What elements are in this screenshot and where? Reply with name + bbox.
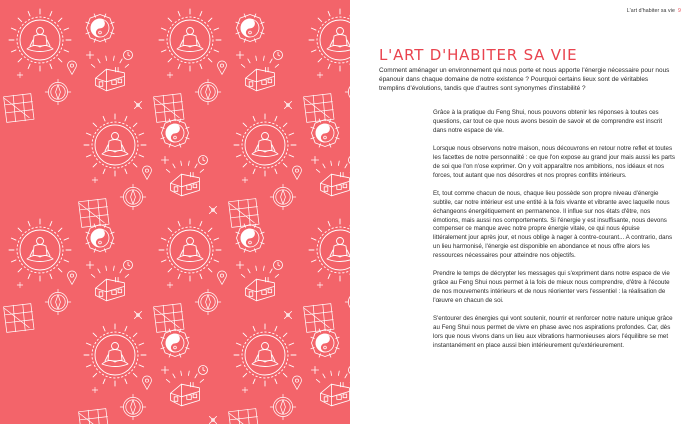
- city-map-icon: [304, 304, 334, 333]
- pin-icon: [293, 166, 302, 179]
- meditating-figure-icon: [159, 219, 221, 281]
- compass-icon: [45, 289, 71, 315]
- compass-icon: [270, 184, 296, 210]
- compass-icon: [120, 184, 146, 210]
- house-icon: [91, 266, 128, 301]
- city-map-icon: [79, 199, 109, 228]
- pin-icon: [218, 61, 227, 74]
- sparkle-icon: [311, 366, 318, 373]
- running-head: [627, 8, 681, 14]
- body-paragraph: Grâce à la pratique du Feng Shui, nous pouvons obtenir les réponses à toutes ces questions, car tout ce que nous avons besoin de savoir et de comprendre est inscrit dans notre espace de vie.: [433, 109, 663, 134]
- clock-icon: [274, 261, 283, 270]
- house-icon: [316, 371, 350, 406]
- city-map-icon: [154, 304, 184, 333]
- meditating-figure-icon: [159, 9, 221, 71]
- sparkle-icon: [167, 72, 173, 78]
- cross-icon: [134, 311, 141, 318]
- city-map-icon: [79, 409, 109, 424]
- city-map-icon: [304, 94, 334, 123]
- clock-icon: [199, 156, 208, 165]
- compass-icon: [45, 79, 71, 105]
- compass-icon: [120, 394, 146, 420]
- yin-yang-icon: [161, 329, 189, 357]
- compass-icon: [195, 289, 221, 315]
- yin-yang-icon: [311, 329, 339, 357]
- city-map-icon: [154, 94, 184, 123]
- clock-icon: [124, 51, 133, 60]
- chapter-title: L'ART D'HABITER SA VIE: [379, 46, 578, 65]
- compass-icon: [195, 79, 221, 105]
- city-map-icon: [4, 94, 34, 123]
- pin-icon: [68, 61, 77, 74]
- house-icon: [166, 161, 203, 196]
- sparkle-icon: [161, 366, 168, 373]
- meditating-figure-icon: [309, 9, 350, 71]
- yin-yang-icon: [311, 119, 339, 147]
- sparkle-icon: [161, 156, 168, 163]
- clock-icon: [124, 261, 133, 270]
- running-head-title: L'art d'habiter sa vie: [626, 8, 675, 14]
- cross-icon: [209, 206, 216, 213]
- city-map-icon: [4, 304, 34, 333]
- house-icon: [91, 56, 128, 91]
- house-icon: [241, 56, 278, 91]
- body-paragraph: Et, tout comme chacun de nous, chaque lieu possède son propre niveau d'énergie subtile, car notre intérieur est une entité à la fois vivante et vibrante avec laquelle nous échangeons énergétiquement en permanence. Il influe sur nos états d'être, nos émotions, mais aussi nos comportements. Si l'énergie y est insuffisante, nous devons compenser ce manque avec notre propre énergie vitale, ce qui nous épuise littéralement jour après jour, et nous oblige à nager à contre-courant... A contrario, dans un lieu harmonisé, l'énergie est disponible en abondance et nous offre alors les ressources nécessaires pour atteindre nos objectifs.: [433, 189, 673, 260]
- pin-icon: [143, 166, 152, 179]
- sparkle-icon: [236, 51, 243, 58]
- compass-icon: [270, 394, 296, 420]
- clock-icon: [199, 366, 208, 375]
- city-map-icon: [229, 199, 259, 228]
- sparkle-icon: [17, 282, 23, 288]
- sparkle-icon: [311, 156, 318, 163]
- sparkle-icon: [92, 387, 98, 393]
- intro-paragraph: Comment aménager un environnement qui nous porte et nous apporte l'énergie nécessaire pour nous épanouir dans chaque domaine de notre existence ? Pourquoi certains lieux sont de véritables tremplins d'évolutions, tandis que d'autres sont synonymes d'instabilité ?: [379, 67, 670, 93]
- house-icon: [166, 371, 203, 406]
- body-paragraph: Prendre le temps de décrypter les messages qui s'expriment dans notre espace de vie grâce au Feng Shui nous permet à la fois de mieux nous comprendre, d'être à l'écoute de nos mouvements intérieurs et de nous réorienter vers l'essentiel : la réalisation de l'œuvre en chacun de soi.: [433, 270, 670, 305]
- meditating-figure-icon: [9, 219, 71, 281]
- yin-yang-icon: [161, 119, 189, 147]
- sparkle-icon: [92, 177, 98, 183]
- text-page: [350, 0, 700, 424]
- yin-yang-icon: [236, 14, 264, 42]
- yin-yang-icon: [86, 224, 114, 252]
- meditating-figure-icon: [234, 114, 296, 176]
- sparkle-icon: [167, 282, 173, 288]
- house-icon: [241, 266, 278, 301]
- meditating-figure-icon: [309, 219, 350, 281]
- body-column: [433, 109, 675, 360]
- body-paragraph: Lorsque nous observons notre maison, nous découvrons en retour notre reflet et toutes les facettes de notre personnalité : ce que l'on expose au grand jour mais aussi les parts de soi que l'on n'ose exprimer. On y voit apparaître nos ambitions, nos idéaux et nos forces, tout autant que nos désordres et nos propres conflits intérieurs.: [433, 144, 675, 179]
- sparkle-icon: [17, 72, 23, 78]
- cross-icon: [209, 416, 216, 423]
- sparkle-icon: [236, 261, 243, 268]
- pin-icon: [218, 271, 227, 284]
- sparkle-icon: [86, 51, 93, 58]
- sparkle-icon: [242, 387, 248, 393]
- cross-icon: [284, 311, 291, 318]
- pin-icon: [293, 376, 302, 389]
- house-icon: [316, 161, 350, 196]
- pin-icon: [68, 271, 77, 284]
- page-number: 9: [678, 8, 681, 14]
- meditating-figure-icon: [9, 9, 71, 71]
- cross-icon: [134, 101, 141, 108]
- sparkle-icon: [317, 282, 323, 288]
- yin-yang-icon: [236, 224, 264, 252]
- sparkle-icon: [86, 261, 93, 268]
- sparkle-icon: [242, 177, 248, 183]
- meditating-figure-icon: [234, 324, 296, 386]
- pin-icon: [143, 376, 152, 389]
- city-map-icon: [229, 409, 259, 424]
- yin-yang-icon: [86, 14, 114, 42]
- clock-icon: [274, 51, 283, 60]
- sparkle-icon: [317, 72, 323, 78]
- meditating-figure-icon: [84, 114, 146, 176]
- meditating-figure-icon: [84, 324, 146, 386]
- body-paragraph: S'entourer des énergies qui vont soutenir, nourrir et renforcer notre nature unique grâce au Feng Shui nous permet de vivre en phase avec nos aspirations profondes. Car, dès lors que nous vivons dans un lieu aux vibrations harmonieuses alors l'équilibre se met instantanément en place aussi bien intérieurement qu'extérieurement.: [433, 315, 673, 349]
- cross-icon: [284, 101, 291, 108]
